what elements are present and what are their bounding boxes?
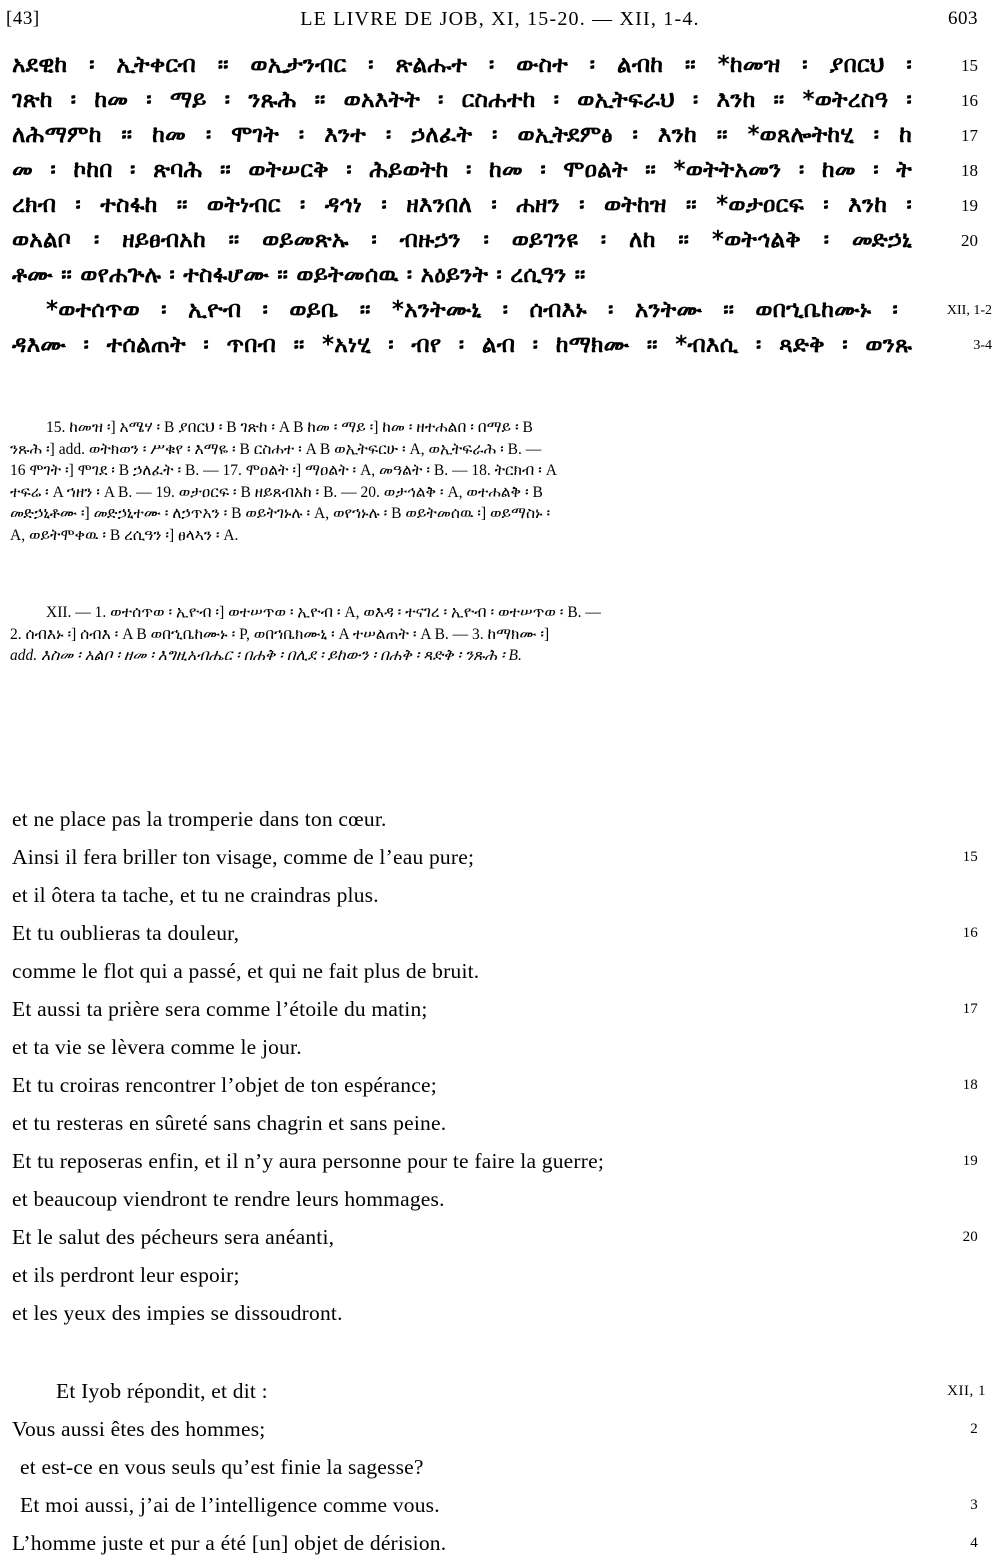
translation-text: Et tu oublieras ta douleur, [12, 921, 240, 945]
verse-number: 3 [970, 1497, 978, 1513]
translation-line [0, 1028, 1000, 1066]
geez-line-text: ለሕማምከ ። ከመ ፡ ሞገት ፡ እንተ ፡ ኃለፈት ፡ ወኢትደምፅ ፡ እንከ ። *ወጸሎትከሂ ፡ ከ [12, 122, 912, 148]
apparatus-line: 2. ሰብእኑ ፡] ሰብእ ፡ A B ወበኂቤከሙኑ ፡ P, ወበኀቤክሙኒ ፡ A ተሠልጠት ፡ A B. — 3. ከማክሙ ፡] [10, 625, 550, 643]
verse-number: 18 [961, 161, 978, 180]
translation-text: Et le salut des pécheurs sera anéanti, [12, 1225, 335, 1249]
geez-line-text: ዳእሙ ፡ ተሰልጠት ፡ ጥበብ ። *አነሂ ፡ ብየ ፡ ልብ ፡ ከማክሙ ። *ብእሲ ፡ ጻድቅ ፡ ወንጹ [12, 332, 912, 358]
translation-line [0, 952, 1000, 990]
apparatus-line: A, ወይትሞቀዉ ፡ B ረሲዓን ፡] ፀላኣን ፡ A. [10, 526, 239, 544]
critical-apparatus-chapter-xi [10, 418, 988, 547]
translation-text: et ils perdront leur espoir; [12, 1263, 240, 1287]
geez-line-text: አደዊከ ፡ ኢትቀርብ ። ወኢታንብር ፡ ጽልሑተ ፡ ውስተ ፡ ልብከ ። *ከመዝ ፡ ያበርህ ፡ [12, 52, 912, 78]
geez-line-text: *ወተሰጥወ ፡ ኢዮብ ፡ ወይቤ ። *አንትሙኒ ፡ ሰብእኑ ፡ አንትሙ ። ወበኂቤከሙኑ ፡ [46, 297, 898, 323]
translation-line [0, 1180, 1000, 1218]
apparatus-line: መድኃኒቶሙ ፡] መድኃኒተሙ ፡ ለኃጥአን ፡ B ወይትገኑሉ ፡ A, ወየኀኑሉ ፡ B ወይትመሰዉ ፡] ወይማስኑ ፡ [10, 505, 551, 522]
translation-text: et ne place pas la tromperie dans ton cœur. [12, 807, 387, 831]
critical-apparatus-chapter-xii [10, 603, 988, 668]
translation-text: Et aussi ta prière sera comme l’étoile du matin; [12, 997, 428, 1021]
translation-text: Et tu croiras rencontrer l’objet de ton espérance; [12, 1073, 437, 1097]
geez-line [0, 48, 1000, 83]
verse-number: 15 [962, 849, 978, 865]
geez-line [0, 83, 1000, 118]
apparatus-line: 16 ሞገት ፡] ሞገደ ፡ B ኃለፈት ፡ B. — 17. ሞዐልት ፡] ማዐልት ፡ A, መዓልት ፡ B. — 18. ትርክብ ፡ A [10, 462, 557, 479]
translation-chapter-line [0, 1372, 1000, 1410]
translation-line [0, 1524, 1000, 1562]
translation-text: et beaucoup viendront te rendre leurs hommages. [12, 1187, 445, 1211]
translation-line [0, 1104, 1000, 1142]
translation-line [0, 1218, 1000, 1256]
translation-text: comme le flot qui a passé, et qui ne fait plus de bruit. [12, 959, 480, 983]
translation-line [0, 1486, 1000, 1524]
translation-line [0, 1256, 1000, 1294]
geez-line-text: ገጽከ ፡ ከመ ፡ ማይ ፡ ንጹሕ ። ወአእትት ፡ ርስሐተከ ፡ ወኢትፍራህ ፡ እንከ ። *ወትረስዓ ፡ [12, 87, 912, 113]
geez-line-text: ረክብ ፡ ተስፋከ ። ወትነብር ፡ ዳኅነ ፡ ዘእንበለ ፡ ሐዘን ፡ ወትከዝ ። *ወታዐርፍ ፡ እንከ ፡ [12, 192, 912, 218]
verse-number: 15 [961, 56, 978, 75]
translation-text: Et Iyob répondit, et dit : [56, 1379, 268, 1403]
translation-text: Et moi aussi, j’ai de l’intelligence comme vous. [20, 1493, 440, 1517]
translation-text: et il ôtera ta tache, et tu ne craindras plus. [12, 883, 379, 907]
geez-line-text: ቶሙ ። ወየሐጕሉ ፡ ተስፋሆሙ ። ወይትመሰዉ ፡ አዕይንት ፡ ረሲዓን ። [12, 262, 586, 288]
geez-line [0, 153, 1000, 188]
verse-number: 16 [961, 91, 978, 110]
apparatus-line: ተፍሬ ፡ A ኀዘን ፡ A B. — 19. ወታዐርፍ ፡ B ዘይጸብአከ ፡ B. — 20. ወታኅልቅ ፡ A, ወተሐልቅ ፡ B [10, 483, 543, 501]
page-title: LE LIVRE DE JOB, XI, 15-20. — XII, 1-4. [300, 8, 700, 30]
verse-number: 4 [970, 1535, 978, 1551]
running-head [0, 8, 1000, 38]
apparatus-line: 15. ከመዝ ፡] አሜሃ ፡ B ያበርህ ፡ B ገጽከ ፡ A B ከመ ፡ ማይ ፡] ከመ ፡ ዘተሐልበ ፡ በማይ ፡ B [46, 419, 533, 436]
translation-text: et tu resteras en sûreté sans chagrin et sans peine. [12, 1111, 447, 1135]
folio-number-left: [43] [6, 8, 40, 29]
translation-text: et est-ce en vous seuls qu’est finie la sagesse? [20, 1455, 424, 1479]
geez-line-text: መ ፡ ኮከበ ፡ ጽባሕ ። ወትሠርቅ ፡ ሕይወትከ ፡ ከመ ፡ ሞዐልት ። *ወትትአመን ፡ ከመ ፡ ት [12, 157, 912, 183]
translation-text: et ta vie se lèvera comme le jour. [12, 1035, 302, 1059]
french-translation-block [0, 800, 1000, 1562]
translation-line [0, 1448, 1000, 1486]
translation-text: et les yeux des impies se dissoudront. [12, 1301, 343, 1325]
verse-number: 17 [961, 126, 978, 145]
translation-line [0, 800, 1000, 838]
verse-number: 17 [962, 1001, 978, 1017]
geez-text-block [0, 48, 1000, 363]
verse-number: 19 [962, 1153, 978, 1169]
geez-line-text: ወአልቦ ፡ ዘይፀብአከ ። ወይመጽኡ ፡ ብዙኃን ፡ ወይገንዩ ፡ ለከ ። *ወትኅልቅ ፡ መድኃኒ [12, 227, 912, 253]
translation-line [0, 1142, 1000, 1180]
chapter-verse-number: XII, 1-2 [946, 303, 992, 318]
translation-line [0, 914, 1000, 952]
chapter-verse-number: XII, 1 [947, 1383, 986, 1399]
chapter-verse-number: 3-4 [973, 338, 992, 353]
translation-text: Vous aussi êtes des hommes; [12, 1417, 266, 1441]
translation-text: Et tu reposeras enfin, et il n’y aura personne pour te faire la guerre; [12, 1149, 605, 1173]
geez-chapter-line [0, 328, 1000, 363]
verse-number: 16 [962, 925, 978, 941]
section-spacer [0, 1332, 1000, 1372]
translation-line [0, 990, 1000, 1028]
translation-line [0, 1066, 1000, 1104]
page-number: 603 [948, 8, 978, 29]
geez-line [0, 223, 1000, 258]
geez-line [0, 258, 1000, 293]
geez-line [0, 118, 1000, 153]
geez-line [0, 188, 1000, 223]
apparatus-line: XII. — 1. ወተሰጥወ ፡ ኢዮብ ፡] ወተሠጥወ ፡ ኢዮብ ፡ A, ወእዳ ፡ ተናገረ ፡ ኢዮብ ፡ ወተሠጥወ ፡ B. — [46, 604, 601, 621]
verse-number: 2 [970, 1421, 978, 1437]
translation-line [0, 838, 1000, 876]
verse-number: 18 [962, 1077, 978, 1093]
verse-number: 19 [961, 196, 978, 215]
translation-text: L’homme juste et pur a été [un] objet de dérision. [12, 1531, 447, 1555]
translation-text: Ainsi il fera briller ton visage, comme de l’eau pure; [12, 845, 475, 869]
apparatus-line: ንጹሕ ፡] add. ወትክወን ፡ ሥቁየ ፡ እማዬ ፡ B ርስሐተ ፡ A B ወኢትፍርሁ ፡ A, ወኢትፍራሕ ፡ B. — [10, 440, 542, 458]
translation-line [0, 876, 1000, 914]
translation-line [0, 1294, 1000, 1332]
verse-number: 20 [961, 231, 978, 250]
geez-chapter-line [0, 293, 1000, 328]
verse-number: 20 [962, 1229, 978, 1245]
apparatus-line: add. እስመ ፡ አልቦ ፡ ዘመ ፡ እግዚአብሔር ፡ በሐቅ ፡ በሊደ ፡ ይከውን ፡ በሐቅ ፡ ጻድቅ ፡ ንጹሕ ፡ B. [10, 647, 522, 664]
translation-line [0, 1410, 1000, 1448]
